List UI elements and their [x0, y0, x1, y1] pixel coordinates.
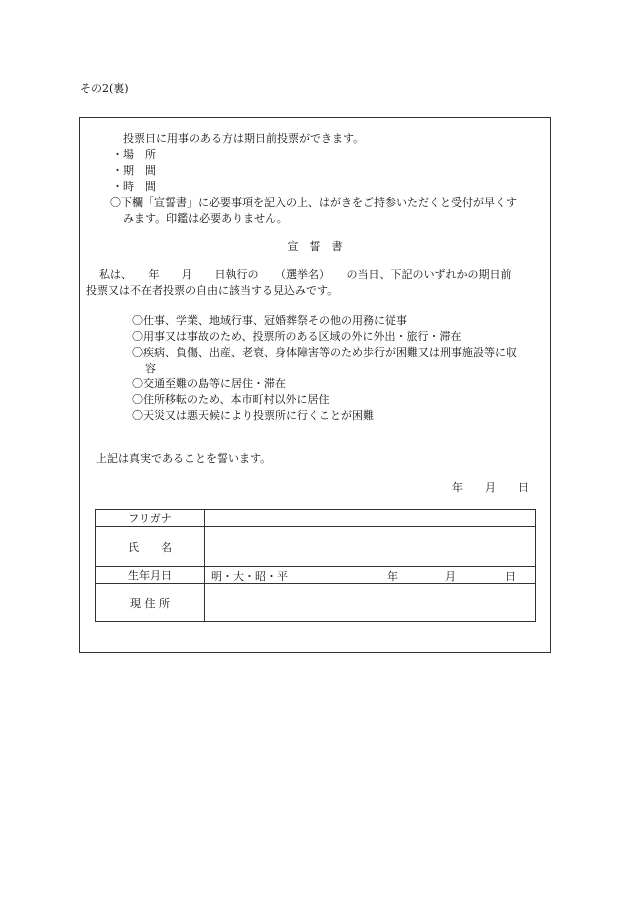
reason-item: 〇交通至難の島等に居住・滞在 [132, 377, 286, 390]
birthdate-label: 生年月日 [96, 567, 205, 584]
notice-item-period: ・期 間 [112, 164, 156, 177]
notice-item-time: ・時 間 [112, 180, 156, 193]
oath-text: 上記は真実であることを誓います。 [96, 452, 272, 465]
page-label: その2(裏) [80, 82, 129, 95]
declaration-statement-line1: 私は、 年 月 日執行の （選挙名） の当日、下記のいずれかの期日前 [99, 268, 512, 281]
address-field[interactable] [205, 584, 536, 622]
era-options: 明・大・昭・平 [211, 570, 288, 583]
declaration-statement-line2: 投票又は不在者投票の自由に該当する見込みです。 [86, 284, 339, 297]
reason-item-continuation: 容 [145, 362, 156, 375]
notice-intro: 投票日に用事のある方は期日前投票ができます。 [123, 132, 365, 145]
reason-item: 〇疾病、負傷、出産、老衰、身体障害等のため歩行が困難又は刑事施設等に収 [132, 346, 517, 359]
name-label: 氏 名 [96, 527, 205, 567]
reason-item: 〇天災又は悪天候により投票所に行くことが困難 [132, 409, 374, 422]
birth-month-unit: 月 [445, 570, 456, 583]
applicant-form [95, 509, 536, 622]
reason-item: 〇用事又は事故のため、投票所のある区域の外に外出・旅行・滞在 [132, 330, 462, 343]
furigana-label: フリガナ [96, 510, 205, 527]
reason-item: 〇仕事、学業、地域行事、冠婚葬祭その他の用務に従事 [132, 314, 407, 327]
address-label: 現 住 所 [96, 584, 205, 622]
declaration-title: 宣 誓 書 [287, 240, 343, 253]
notice-instruction-line2: みます。印鑑は必要ありません。 [123, 212, 288, 225]
declaration-date: 年 月 日 [452, 481, 529, 494]
furigana-field[interactable] [205, 510, 536, 527]
notice-instruction-line1: 〇下欄「宣誓書」に必要事項を記入の上、はがきをご持参いただくと受付が早くす [110, 196, 517, 209]
birth-year-unit: 年 [387, 570, 398, 583]
birth-day-unit: 日 [505, 570, 516, 583]
reason-item: 〇住所移転のため、本市町村以外に居住 [132, 393, 330, 406]
notice-item-place: ・場 所 [112, 148, 156, 161]
name-field[interactable] [205, 527, 536, 567]
birthdate-field[interactable] [205, 567, 536, 584]
